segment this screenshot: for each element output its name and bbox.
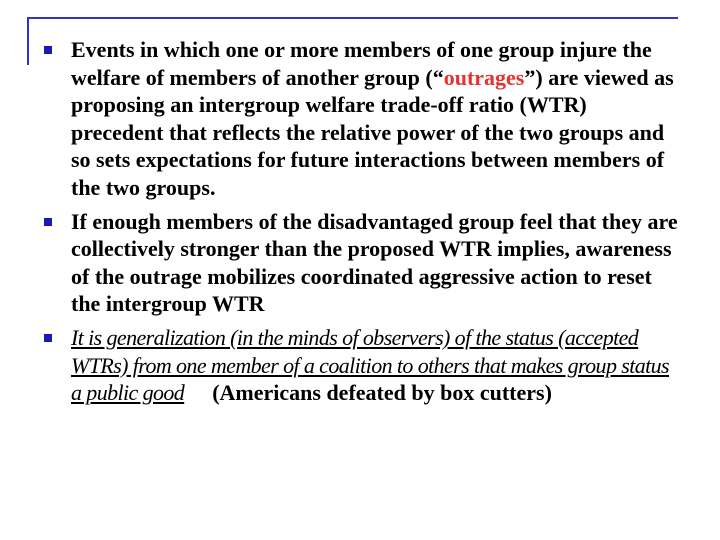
highlighted-term: outrages (443, 64, 525, 90)
bullet-item-outrages (44, 36, 684, 202)
slide-frame-top-line (27, 17, 678, 19)
bullet-item-mobilization (44, 208, 684, 318)
bullet-item-public-good (44, 324, 684, 407)
square-bullet-icon (44, 46, 52, 54)
square-bullet-icon (44, 218, 52, 226)
bullet-text: If enough members of the disadvantaged group feel that they are collectively stronger than the proposed WTR implies, awareness of the outrage mobilizes coordinated aggressive action to reset the intergroup WTR (71, 208, 678, 317)
square-bullet-icon (44, 334, 52, 342)
slide-frame-left-line (27, 17, 29, 65)
aside-text: (Americans defeated by box cutters) (212, 380, 552, 406)
bullet-list (44, 36, 684, 413)
italic-underlined-text: It is generalization (in the minds of observers) of the status (accepted WTRs) from one member of a coalition to others that makes group status a public good (71, 324, 669, 406)
bullet-text-part: Events in which one or more members of one group injure the welfare of members of another group (“ (71, 37, 652, 90)
bullet-text-part: ”) are viewed as proposing an intergroup welfare trade-off ratio (WTR) precedent that reflects the relative power of the two groups and so sets expectations for future interactions between members of the two groups. (71, 64, 674, 200)
